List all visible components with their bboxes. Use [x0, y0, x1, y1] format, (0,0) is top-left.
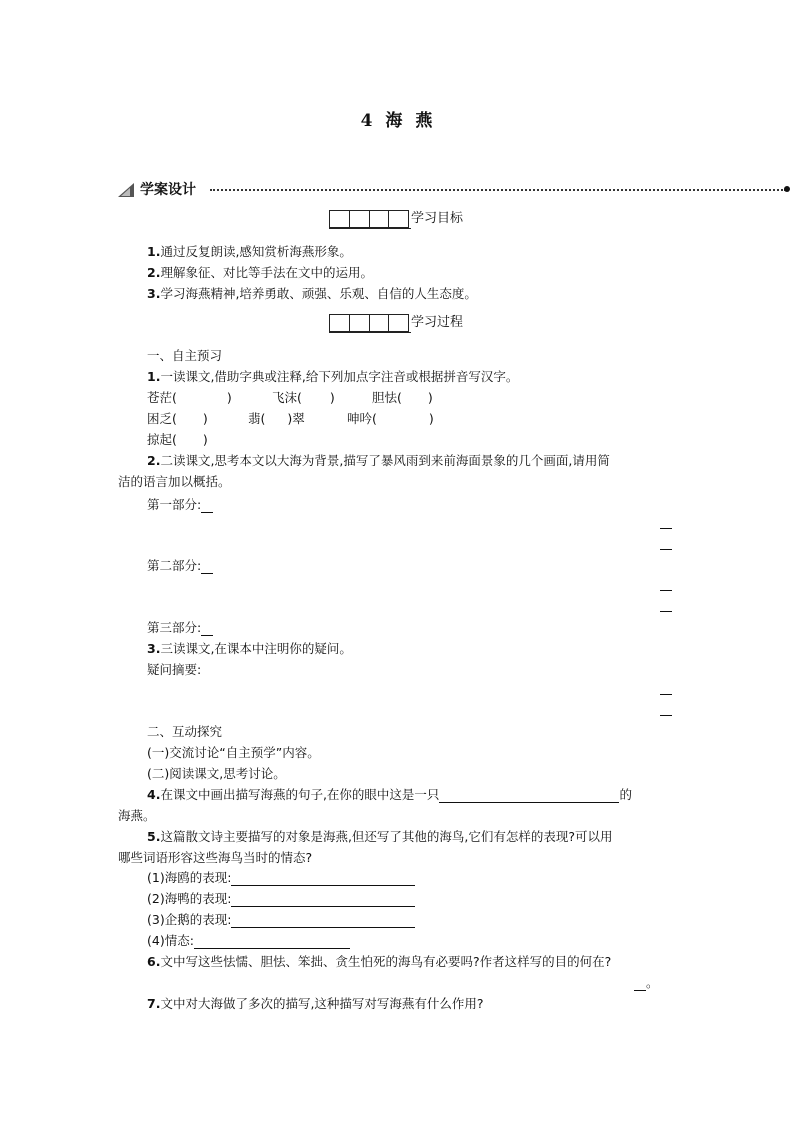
header-boxes-icon — [329, 210, 409, 228]
answer-blank[interactable] — [439, 802, 619, 803]
goal-number: 3. — [147, 286, 161, 301]
goal-text: 学习海燕精神,培养勇敢、顽强、乐观、自信的人生态度。 — [160, 286, 477, 301]
part-a — [147, 497, 213, 513]
part-label: 第三部分: — [147, 620, 202, 635]
part-c — [147, 620, 213, 636]
header-boxes-icon — [329, 314, 409, 332]
header-underline — [329, 332, 411, 333]
word-label: 掠起( — [147, 432, 177, 447]
subsection-2: (二)阅读课文,思考讨论。 — [147, 766, 286, 781]
goal-item — [147, 265, 373, 281]
banner-triangle-inner-icon — [121, 188, 130, 196]
section-banner — [118, 181, 790, 201]
q5-item — [147, 912, 415, 928]
word-cangmang — [147, 390, 232, 406]
goal-number: 1. — [147, 244, 161, 259]
q-text: 在课文中画出描写海燕的句子,在你的眼中这是一只 — [160, 787, 440, 802]
word-close: ) — [226, 390, 232, 405]
q5-item — [147, 933, 350, 949]
answer-line[interactable] — [660, 528, 672, 529]
q-text: 三读课文,在课本中注明你的疑问。 — [160, 641, 352, 656]
answer-blank[interactable] — [231, 927, 415, 928]
answer-blank[interactable] — [201, 573, 213, 574]
lesson-number: 4 — [360, 111, 374, 131]
question-4 — [147, 787, 632, 803]
part-b — [147, 558, 213, 574]
answer-blank[interactable] — [231, 906, 415, 907]
answer-line[interactable] — [660, 611, 672, 612]
question-3 — [147, 641, 352, 657]
word-close: ) — [329, 390, 335, 405]
section-goals-label: 学习目标 — [411, 211, 464, 226]
answer-blank[interactable] — [231, 885, 415, 886]
q5-item-label: (2)海鸭的表现: — [147, 891, 232, 906]
question-2 — [147, 453, 610, 469]
doubt-label: 疑问摘要: — [147, 662, 202, 677]
header-underline — [329, 228, 411, 229]
word-feimo — [272, 390, 335, 406]
q5-item-label: (3)企鹅的表现: — [147, 912, 232, 927]
q-number: 7. — [147, 996, 161, 1011]
q-number: 1. — [147, 369, 161, 384]
goal-item — [147, 244, 352, 260]
word-close: )翠 — [287, 411, 305, 426]
q-number: 3. — [147, 641, 161, 656]
q-text: 这篇散文诗主要描写的对象是海燕,但还写了其他的海鸟,它们有怎样的表现?可以用 — [160, 829, 613, 844]
banner-dotted-line — [210, 189, 786, 191]
section-process-label: 学习过程 — [411, 315, 464, 330]
question-7 — [147, 996, 484, 1012]
q-number: 4. — [147, 787, 161, 802]
answer-blank[interactable] — [194, 948, 350, 949]
word-label: 困乏( — [147, 411, 177, 426]
q-text-end: 的 — [619, 787, 632, 802]
question-4-cont: 海燕。 — [118, 808, 156, 823]
word-label: 飞沫( — [272, 390, 302, 405]
word-feicui — [248, 411, 305, 427]
word-label: 翡( — [248, 411, 266, 426]
answer-line[interactable] — [660, 715, 672, 716]
word-danqie — [372, 390, 433, 406]
part-label: 第二部分: — [147, 558, 202, 573]
section-header-process — [329, 314, 489, 332]
answer-line[interactable] — [660, 694, 672, 695]
word-close: ) — [428, 411, 434, 426]
q5-item — [147, 891, 415, 907]
banner-end-dot-icon — [784, 186, 790, 192]
period: 。 — [646, 975, 659, 990]
word-label: 胆怯( — [372, 390, 402, 405]
question-6 — [147, 954, 611, 970]
answer-blank[interactable] — [634, 990, 646, 991]
word-label: 呻吟( — [347, 411, 377, 426]
title-word-2: 燕 — [415, 111, 434, 131]
question-5-cont: 哪些词语形容这些海鸟当时的情态? — [118, 850, 313, 865]
goal-text: 理解象征、对比等手法在文中的运用。 — [160, 265, 373, 280]
question-1 — [147, 369, 518, 385]
q6-answer-end — [634, 975, 659, 991]
part2-heading: 二、互动探究 — [147, 724, 223, 739]
section-header-goals — [329, 210, 489, 228]
q-number: 6. — [147, 954, 161, 969]
answer-blank[interactable] — [201, 635, 213, 636]
q-number: 2. — [147, 453, 161, 468]
word-label: 苍茫( — [147, 390, 177, 405]
goal-number: 2. — [147, 265, 161, 280]
q-text: 文中写这些怯懦、胆怯、笨拙、贪生怕死的海鸟有必要吗?作者这样写的目的何在? — [160, 954, 612, 969]
q-text: 一读课文,借助字典或注释,给下列加点字注音或根据拼音写汉字。 — [160, 369, 519, 384]
q-text: 文中对大海做了多次的描写,这种描写对写海燕有什么作用? — [160, 996, 484, 1011]
word-lueqi — [147, 432, 208, 448]
part1-heading: 一、自主预习 — [147, 348, 223, 363]
answer-line[interactable] — [660, 549, 672, 550]
answer-line[interactable] — [660, 590, 672, 591]
word-close: ) — [202, 432, 208, 447]
word-shenyin — [347, 411, 434, 427]
goal-text: 通过反复朗读,感知赏析海燕形象。 — [160, 244, 352, 259]
question-2-cont: 洁的语言加以概括。 — [118, 474, 231, 489]
answer-blank[interactable] — [201, 512, 213, 513]
word-close: ) — [202, 411, 208, 426]
q5-item-label: (1)海鸥的表现: — [147, 870, 232, 885]
question-5 — [147, 829, 613, 845]
word-kunfa — [147, 411, 208, 427]
q-text: 二读课文,思考本文以大海为背景,描写了暴风雨到来前海面景象的几个画面,请用简 — [160, 453, 610, 468]
word-close: ) — [427, 390, 433, 405]
banner-label: 学案设计 — [140, 182, 196, 198]
q5-item-label: (4)情态: — [147, 933, 194, 948]
title-word-1: 海 — [385, 111, 404, 131]
subsection-1: (一)交流讨论“自主预学”内容。 — [147, 745, 320, 760]
goal-item — [147, 286, 477, 302]
page-title — [0, 106, 794, 131]
part-label: 第一部分: — [147, 497, 202, 512]
q-number: 5. — [147, 829, 161, 844]
q5-item — [147, 870, 415, 886]
